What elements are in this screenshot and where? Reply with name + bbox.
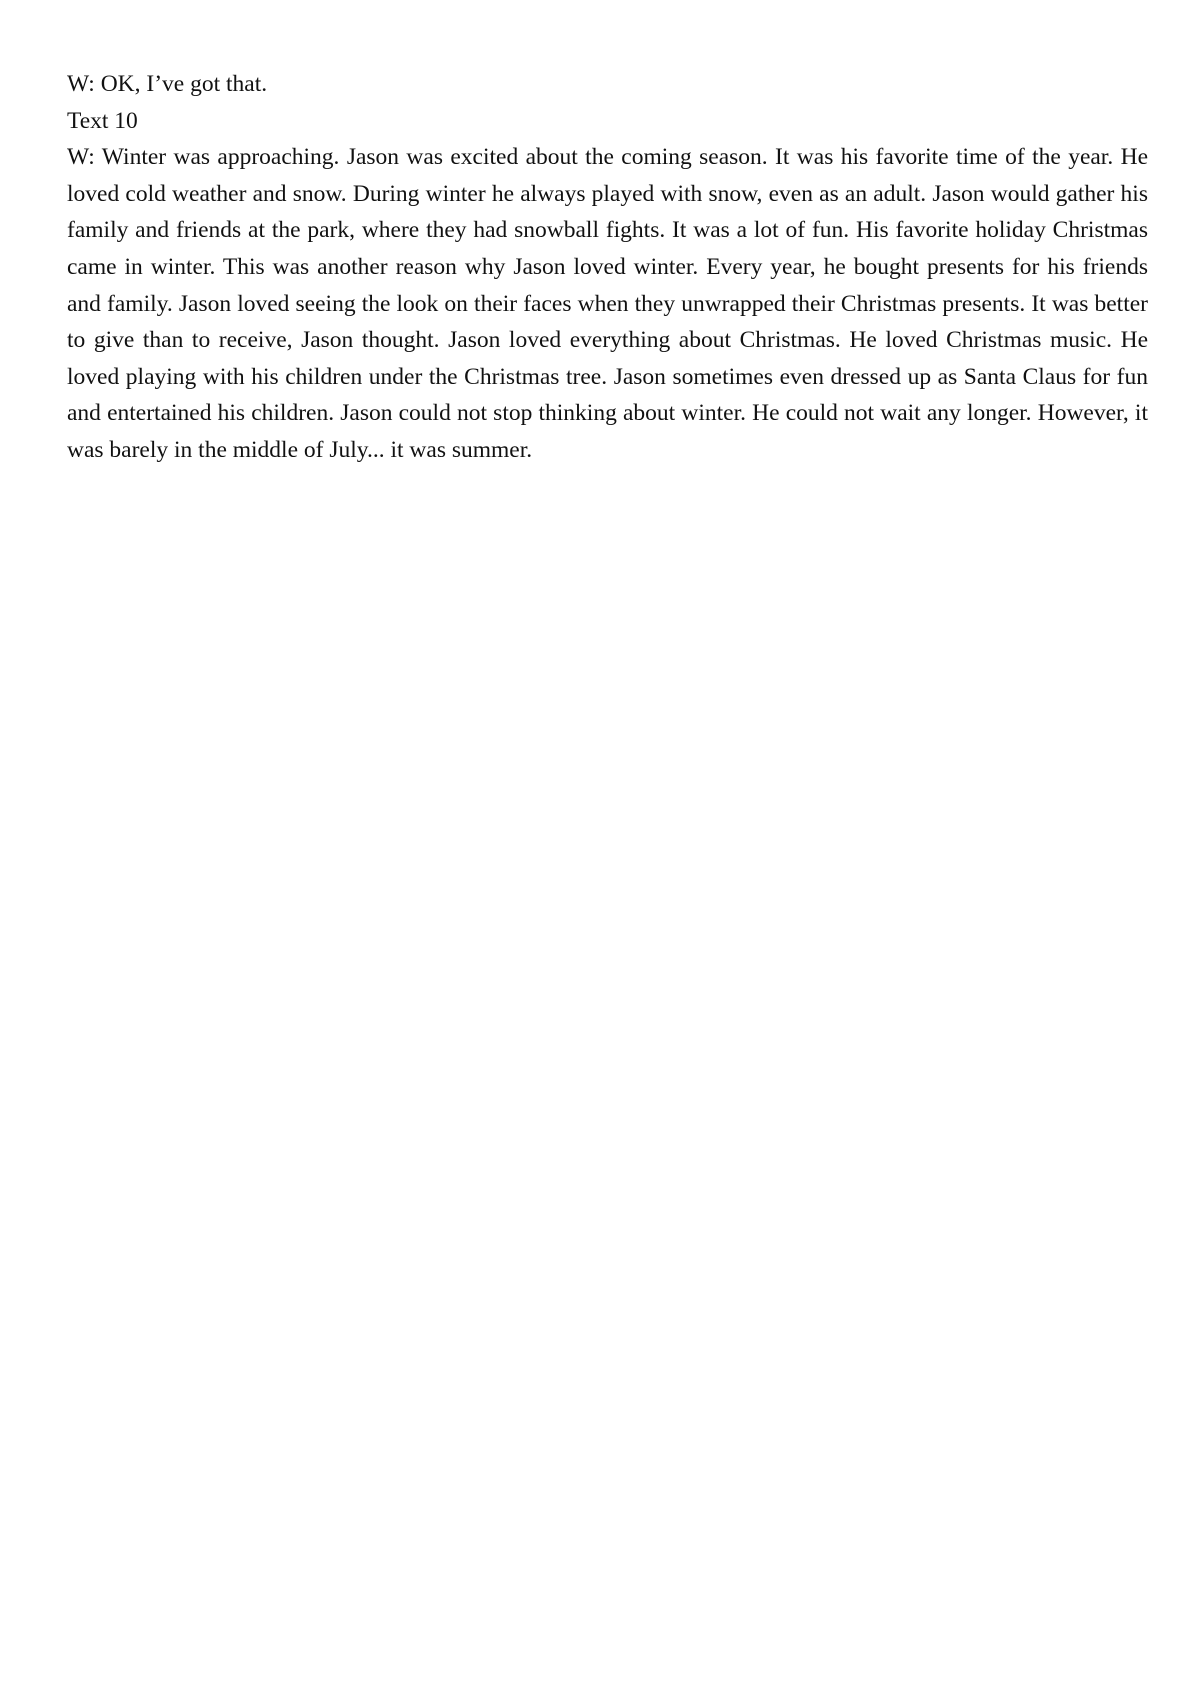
body-paragraph: W: Winter was approaching. Jason was excited about the coming season. It was his favorite time of the year. He loved cold weather and snow. During winter he always played with snow, even as an adult. Jason would gather his family and friends at the park, where they had snowball fights. It was a lot of fun. His favorite holiday Christmas came in winter. This was another reason why Jason loved winter. Every year, he bought presents for his friends and family. Jason loved seeing the look on their faces when they unwrapped their Christmas presents. It was better to give than to receive, Jason thought. Jason loved everything about Christmas. He loved Christmas music. He loved playing with his children under the Christmas tree. Jason sometimes even dressed up as Santa Claus for fun and entertained his children. Jason could not stop thinking about winter. He could not wait any longer. However, it was barely in the middle of July... it was summer. [67, 144, 1148, 463]
dialogue-line: W: OK, I’ve got that. [67, 71, 268, 97]
section-heading: Text 10 [67, 107, 138, 134]
document-page [67, 66, 1148, 469]
